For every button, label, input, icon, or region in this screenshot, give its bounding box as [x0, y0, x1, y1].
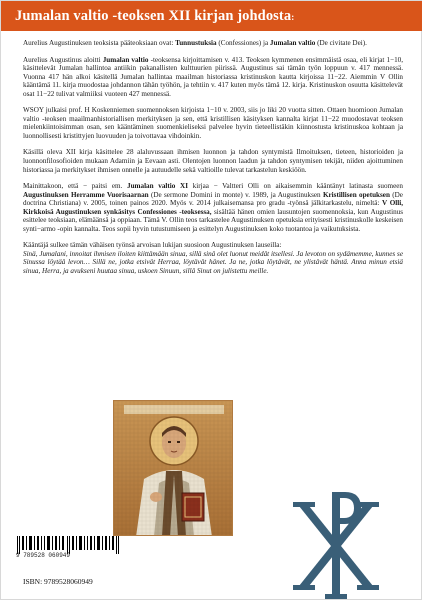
- chi-rho-icon: [281, 486, 391, 601]
- paragraph-closing: [23, 241, 403, 275]
- saint-augustine-mosaic-image: [114, 401, 233, 536]
- book-title-city-of-god: Jumalan valtio: [102, 55, 149, 64]
- chi-rho-symbol: [281, 486, 391, 601]
- text-span: Mainittakoon, että − paitsi em.: [23, 182, 128, 191]
- text-span: kirjaa − Valtteri Olli on aikaisemmin kääntänyt latinasta suomeen: [187, 182, 403, 191]
- paragraph-main-works: [23, 39, 403, 48]
- text-span: -teoksensa kirjoittamisen v. 413. Teoksen kymmenen ensimmäistä osaa, eli kirjat 1−10, käsittelevät Jumalan hallintoa antiikin pakanallisten kulttuurien piirissä. Augustinus sai tämän työn loppuun v. 417 mennessä. Vuonna 417 hän alkoi käsitellä Jumalan hallintaa maailman historiassa kristinuskon kautta kirjoissa 11−22. Aiemmin V Ollin kääntämä 11. kirja muodostaa johdannon tähän työhön, ja tehtiin v. 417 kuten myös tämä 12. kirja. Kristinuskon osuutta käsittelevät osat 11−22 tulivat valmiiksi vuoteen 427 mennessä.: [23, 55, 404, 98]
- text-span: (Confessiones) ja: [216, 39, 270, 47]
- text-span: sisältää hänen omien lausuntojen suomennoksia, kun Augustinus esittelee teoksiaan, elämäänsä ja oppiaan. Tämä V. Ollin teos tarkastelee Augustinuksen opetuksia erityisesti kristinuskolle keskeisen synti−armo -opin kannalta. Teos sopii hyvin tutustumiseen ja esittelyn Augustinuksen koko tuotantoa ja vaikutuksista.: [23, 207, 403, 233]
- book-title-xi: Jumalan valtio XI: [127, 182, 188, 191]
- text-span: Aurelius Augustinuksen teoksista pääteoksiaan ovat:: [23, 39, 176, 47]
- barcode: [15, 536, 165, 582]
- paragraph-history: [23, 56, 403, 99]
- isbn-text: ISBN: 9789528060949: [23, 577, 93, 586]
- book-title-thesis: V Olli, Kirkkoisä Augustinuksen synkäsitys Confessiones -teoksessa,: [23, 199, 403, 216]
- book-title-confessions: Tunnustuksia: [175, 39, 217, 47]
- text-span: (De sermone Domini in monte) v. 1989, ja Augustinuksen: [148, 190, 323, 199]
- cover-title: [15, 8, 294, 25]
- book-title-city-of-god: Jumalan valtio: [269, 39, 316, 47]
- book-title-sermon: Augustinuksen Herramme Vuorisaarnan: [23, 190, 149, 199]
- augustine-quote: Sinä, Jumalani, innoitat ihmisen iloiten kiittämään sinua, sillä sinä olet luonut meidät itsellesi. Ja levoton on sydämemme, kunnes se Sinussa löytää levon… Sillä ne, jotka etsivät Herraa, löytävät hänet. Ja ne, jotka löytävät, ne ylistävät häntä. Anna minun etsiä sinua, Herra, ja avukseni huutaa sinua, uskoen Sinuun, sillä Sinut on julistettu meille.: [23, 249, 403, 276]
- mosaic-portrait: [113, 400, 233, 536]
- title-suffix: :: [291, 12, 295, 22]
- text-span: (De doctrina Christiana) v. 2005, toinen painos 2020. Myös v. 2014 julkaisemansa pro gradu -työnsä jälkitarkastelu, nimeltä:: [23, 190, 403, 208]
- text-span: Kääntäjä sulkee tämän vähäisen työnsä arvoisan lukijan suosioon Augustinuksen lauseilla:: [23, 241, 282, 250]
- barcode-digits: 9 789528 060949: [16, 552, 71, 559]
- text-span: Aurelius Augustinus aloitti: [23, 55, 103, 64]
- title-main: Jumalan valtio -teoksen XII kirjan johdosta: [15, 8, 292, 24]
- description-text: [23, 39, 403, 284]
- paragraph-translator: [23, 182, 403, 233]
- paragraph-book-xii: Käsillä oleva XII kirja käsittelee 28 alaluvussaan ihmisen luonnon ja tahdon syntymistä Ilmoituksen, tieteen, historioiden ja luonnonfilosofioiden mukaan Adamiin ja Eevaan asti. Olentojen luonnon laadun ja tahdon syntymisen tekijät, niiden ajoittuminen historiassa ja merkitykset ihmisen onnelle ja autuudelle sekä valtioille tulevat tarkastelun keskiöön.: [23, 148, 403, 174]
- text-span: (De civitate Dei).: [315, 39, 367, 47]
- book-title-doctrina: Kristillisen opetuksen: [322, 190, 390, 199]
- paragraph-wsoy: WSOY julkaisi prof. H Koskenniemen suomennoksen kirjoista 1−10 v. 2003, siis jo liki 20 vuotta sitten. Ottaen huomioon Jumalan valtio -teoksen maailmanhistoriallisen merkityksen ja sen, että kristillisen käsityksen kannalta kirjat 11−22 muodostavat teoksen mielenkiintoisimman osan, sen kääntäminen suomenkieliseksi palvelee hyvin tieteellistäkin kiinnostusta kristinuskoa kohtaan ja luonnollisesti kristittyjen luovuuden ja toivottavaa vihdoinkin.: [23, 106, 403, 140]
- title-band: [1, 1, 422, 31]
